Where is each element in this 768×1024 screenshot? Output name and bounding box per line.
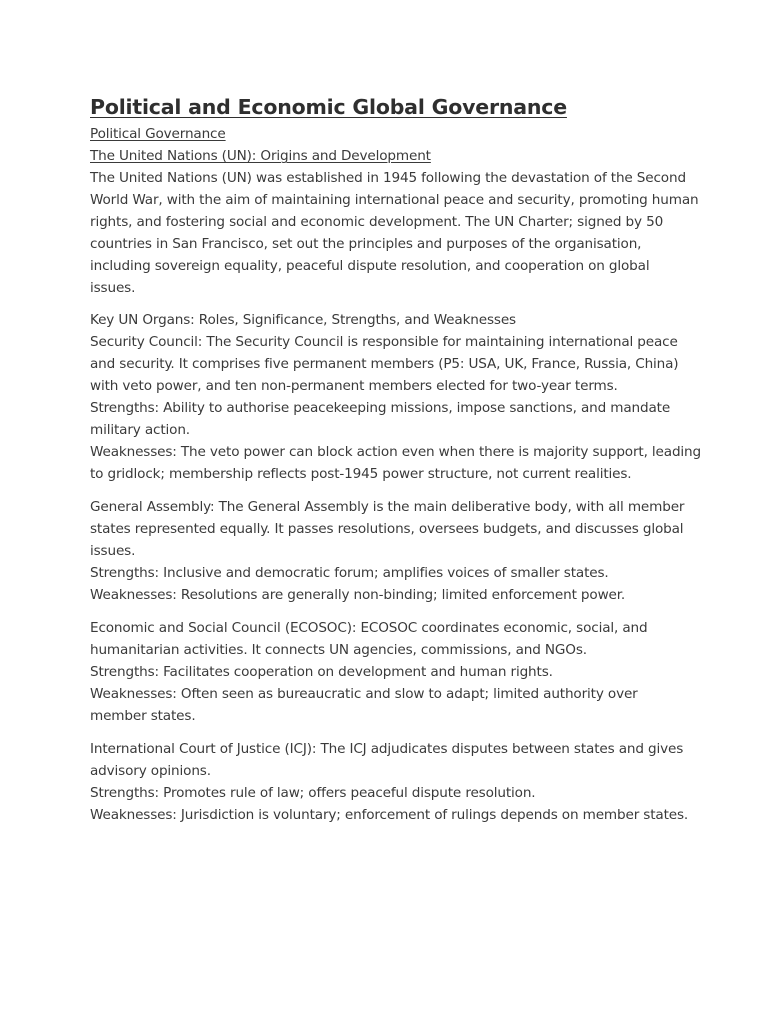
text-line: World War, with the aim of maintaining international peace and security, promoting human xyxy=(90,192,699,208)
section-heading: Political Governance xyxy=(90,126,226,142)
text-line: states represented equally. It passes resolutions, oversees budgets, and discusses global xyxy=(90,521,684,537)
text-line: Strengths: Facilitates cooperation on development and human rights. xyxy=(90,664,553,680)
text-line: Security Council: The Security Council is responsible for maintaining international peace xyxy=(90,334,678,350)
text-line: issues. xyxy=(90,280,136,296)
subheading: The United Nations (UN): Origins and Development xyxy=(90,148,431,164)
text-line: military action. xyxy=(90,422,190,438)
text-line: General Assembly: The General Assembly is the main deliberative body, with all member xyxy=(90,499,685,515)
text-line: countries in San Francisco, set out the principles and purposes of the organisation, xyxy=(90,236,642,252)
document-title: Political and Economic Global Governance xyxy=(90,95,567,119)
text-line: Strengths: Inclusive and democratic forum; amplifies voices of smaller states. xyxy=(90,565,609,581)
text-line: rights, and fostering social and economic development. The UN Charter; signed by 50 xyxy=(90,214,664,230)
general-assembly-paragraph xyxy=(90,496,690,606)
text-line: humanitarian activities. It connects UN agencies, commissions, and NGOs. xyxy=(90,642,587,658)
text-line: Weaknesses: Jurisdiction is voluntary; enforcement of rulings depends on member states. xyxy=(90,807,689,823)
text-line: Weaknesses: Often seen as bureaucratic and slow to adapt; limited authority over xyxy=(90,686,638,702)
text-line: and security. It comprises five permanent members (P5: USA, UK, France, Russia, China) xyxy=(90,356,679,372)
text-line: advisory opinions. xyxy=(90,763,211,779)
text-line: with veto power, and ten non-permanent members elected for two-year terms. xyxy=(90,378,618,394)
icj-paragraph xyxy=(90,738,690,826)
text-line: The United Nations (UN) was established in 1945 following the devastation of the Second xyxy=(90,170,686,186)
text-line: Strengths: Promotes rule of law; offers peaceful dispute resolution. xyxy=(90,785,536,801)
text-line: International Court of Justice (ICJ): The ICJ adjudicates disputes between states and gives xyxy=(90,741,684,757)
text-line: Economic and Social Council (ECOSOC): ECOSOC coordinates economic, social, and xyxy=(90,620,648,636)
document-page xyxy=(90,93,701,826)
text-line: including sovereign equality, peaceful dispute resolution, and cooperation on global xyxy=(90,258,650,274)
security-council-paragraph xyxy=(90,309,701,485)
text-line: member states. xyxy=(90,708,196,724)
organs-heading: Key UN Organs: Roles, Significance, Strengths, and Weaknesses xyxy=(90,312,516,328)
text-line: Weaknesses: The veto power can block action even when there is majority support, leading xyxy=(90,444,701,460)
intro-paragraph xyxy=(90,167,699,299)
text-line: to gridlock; membership reflects post-1945 power structure, not current realities. xyxy=(90,466,632,482)
text-line: Weaknesses: Resolutions are generally non-binding; limited enforcement power. xyxy=(90,587,626,603)
text-line: Strengths: Ability to authorise peacekeeping missions, impose sanctions, and mandate xyxy=(90,400,671,416)
ecosoc-paragraph xyxy=(90,617,690,727)
text-line: issues. xyxy=(90,543,136,559)
